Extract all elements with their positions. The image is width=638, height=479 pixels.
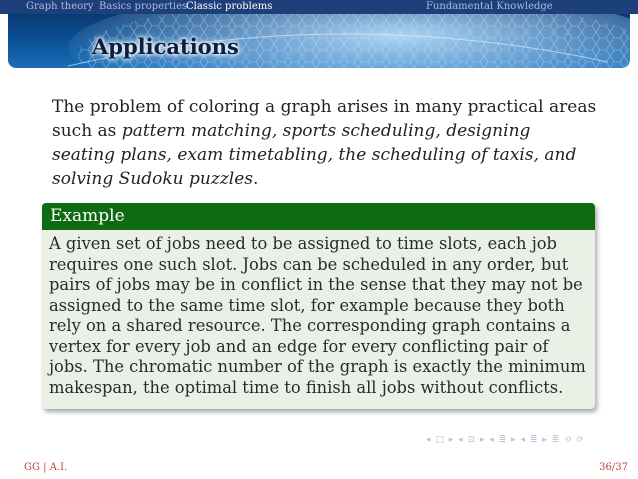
nav-item-fundamental-knowledge[interactable]: Fundamental Knowledge <box>426 1 553 12</box>
footer-page-number: 36/37 <box>599 462 628 473</box>
frame-title: Applications <box>92 34 239 59</box>
beamer-navigation-symbols[interactable]: ◂ □ ▸ ◂ ⊡ ▸ ◂ ≣ ▸ ◂ ≣ ▸ ≣ ⟲ ⟳ <box>426 435 585 445</box>
footer-author: GG | A.I. <box>24 462 68 473</box>
nav-item-graph-theory[interactable]: Graph theory <box>26 1 94 12</box>
title-banner <box>8 14 630 68</box>
intro-paragraph <box>52 95 597 191</box>
nav-item-classic-problems[interactable]: Classic problems <box>186 1 273 12</box>
example-block <box>42 203 595 409</box>
intro-text: The problem of coloring a graph arises in many practical areas such as <box>52 97 597 141</box>
top-navigation-bar <box>0 0 638 14</box>
example-block-title: Example <box>42 203 595 230</box>
nav-item-basics-properties[interactable]: Basics properties <box>99 1 188 12</box>
intro-period: . <box>253 169 259 189</box>
example-block-body: A given set of jobs need to be assigned to time slots, each job requires one such slot. Jobs can be scheduled in any order, but pairs of jobs may be in conflict in the sense that they may not be assigned to the same time slot, for example because they both rely on a shared resource. The corresponding graph contains a vertex for every job and an edge for every conflicting pair of jobs. The chromatic number of the graph is exactly the minimum makespan, the optimal time to finish all jobs without conflicts. <box>49 234 586 397</box>
intro-applications-list: pattern matching, sports scheduling, designing seating plans, exam timetabling, the scheduling of taxis, and solving Sudoku puzzles <box>52 121 577 189</box>
